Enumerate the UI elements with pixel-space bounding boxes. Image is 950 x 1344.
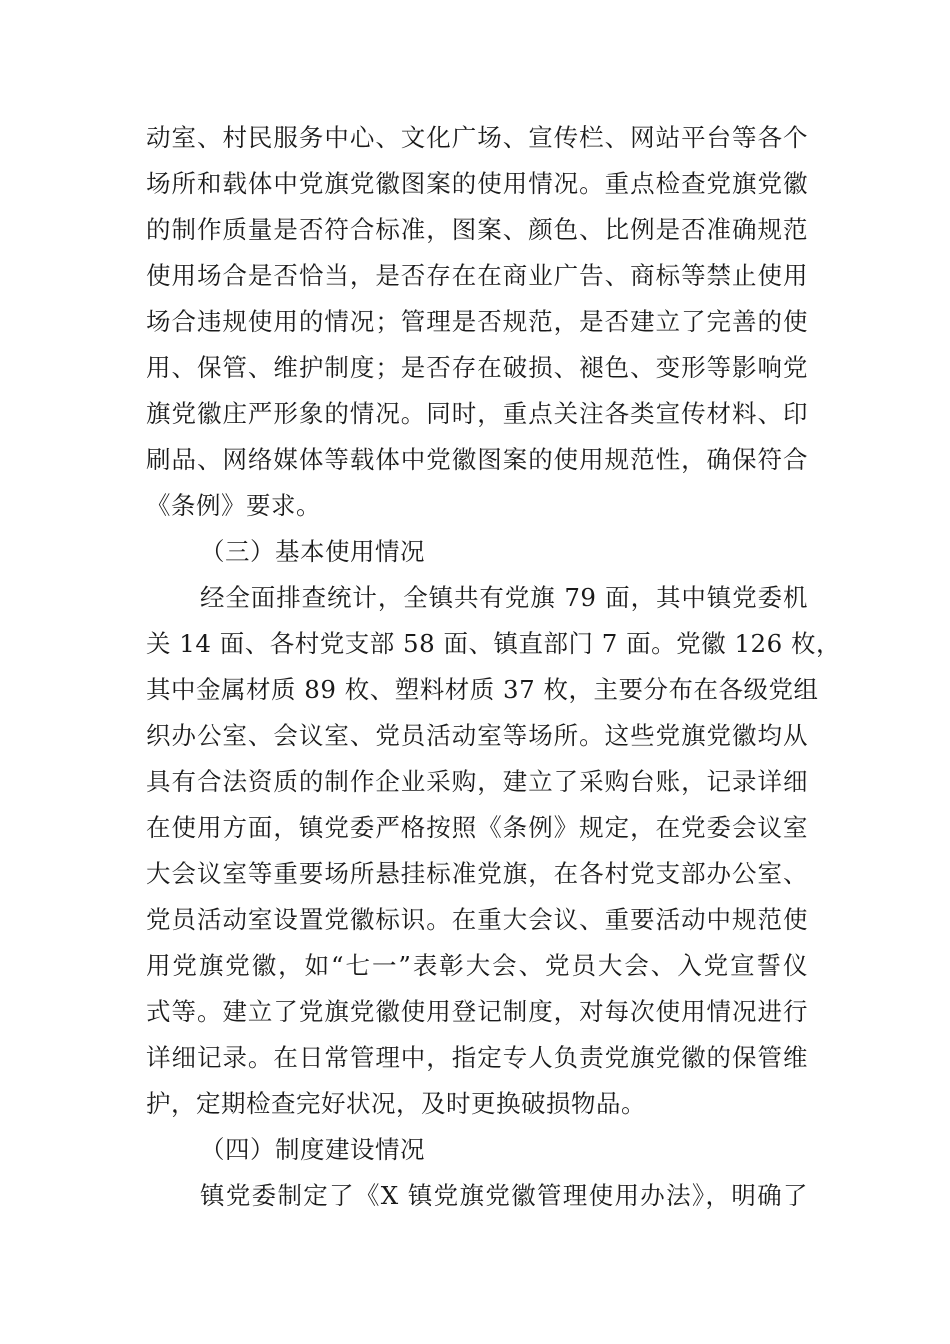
paragraph-line: 场所和载体中党旗党徽图案的使用情况。重点检查党旗党徽 <box>146 169 808 198</box>
section-heading: （三）基本使用情况 <box>200 537 425 566</box>
paragraph-line: 关 14 面、各村党支部 58 面、镇直部门 7 面。党徽 126 枚， <box>146 629 842 658</box>
section-heading: （四）制度建设情况 <box>200 1135 425 1164</box>
paragraph-line: 用、保管、维护制度；是否存在破损、褪色、变形等影响党 <box>146 353 808 382</box>
paragraph-line: 织办公室、会议室、党员活动室等场所。这些党旗党徽均从 <box>146 721 808 750</box>
paragraph-line: 场合违规使用的情况；管理是否规范，是否建立了完善的使 <box>146 307 808 336</box>
paragraph-line: 经全面排查统计，全镇共有党旗 79 面，其中镇党委机 <box>200 583 808 612</box>
paragraph-line: 刷品、网络媒体等载体中党徽图案的使用规范性，确保符合 <box>146 445 808 474</box>
paragraph-line: 用党旗党徽，如“七一”表彰大会、党员大会、入党宣誓仪 <box>146 951 808 980</box>
paragraph-line: 旗党徽庄严形象的情况。同时，重点关注各类宣传材料、印 <box>146 399 808 428</box>
paragraph-line: 《条例》要求。 <box>146 491 321 520</box>
paragraph-line: 详细记录。在日常管理中，指定专人负责党旗党徽的保管维 <box>146 1043 808 1072</box>
paragraph-line: 镇党委制定了《X 镇党旗党徽管理使用办法》，明确了 <box>200 1181 808 1210</box>
paragraph-line: 式等。建立了党旗党徽使用登记制度，对每次使用情况进行 <box>146 997 808 1026</box>
paragraph-line: 党员活动室设置党徽标识。在重大会议、重要活动中规范使 <box>146 905 808 934</box>
paragraph-line: 使用场合是否恰当，是否存在在商业广告、商标等禁止使用 <box>146 261 808 290</box>
paragraph-line: 的制作质量是否符合标准，图案、颜色、比例是否准确规范 <box>146 215 808 244</box>
paragraph-line: 护，定期检查完好状况，及时更换破损物品。 <box>146 1089 646 1118</box>
paragraph-line: 大会议室等重要场所悬挂标准党旗，在各村党支部办公室、 <box>146 859 808 888</box>
paragraph-line: 在使用方面，镇党委严格按照《条例》规定，在党委会议室 <box>146 813 808 842</box>
paragraph-line: 其中金属材质 89 枚、塑料材质 37 枚，主要分布在各级党组 <box>146 675 819 704</box>
paragraph-line: 具有合法资质的制作企业采购，建立了采购台账，记录详细 <box>146 767 808 796</box>
paragraph-line: 动室、村民服务中心、文化广场、宣传栏、网站平台等各个 <box>146 123 808 152</box>
